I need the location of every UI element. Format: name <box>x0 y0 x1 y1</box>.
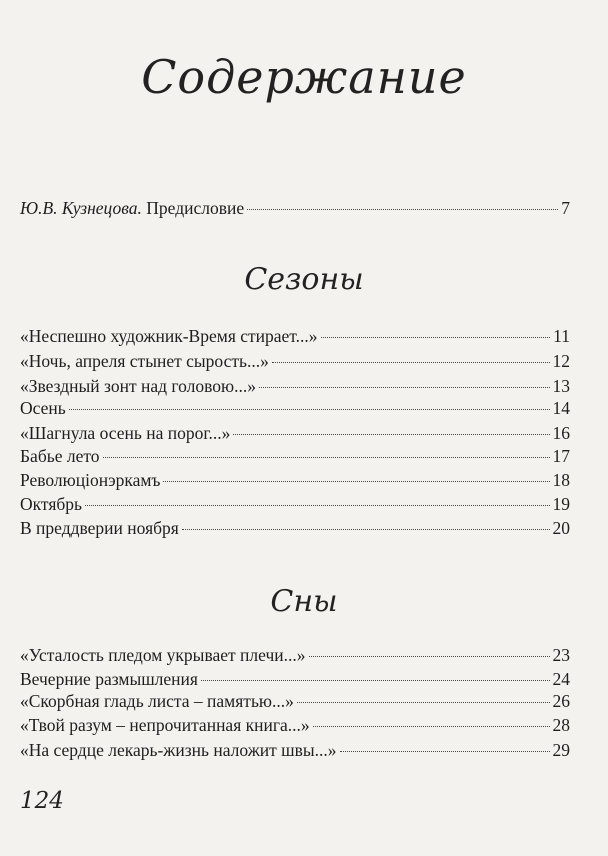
toc-entry[interactable] <box>20 468 570 492</box>
toc-entry-title <box>20 196 244 220</box>
toc-entry-page: 29 <box>552 740 570 760</box>
dot-leader <box>309 656 550 657</box>
toc-entry-page: 23 <box>552 645 570 665</box>
dot-leader <box>259 387 550 388</box>
toc-entry-page: 26 <box>552 691 570 711</box>
dot-leader <box>103 457 550 458</box>
page-number: 124 <box>20 788 64 814</box>
toc-entry[interactable] <box>20 374 570 398</box>
dot-leader <box>182 529 550 530</box>
toc-entry[interactable] <box>20 492 570 516</box>
toc-entry-page: 24 <box>552 669 570 689</box>
toc-entry-title: Вечерние размышления <box>20 669 198 689</box>
section-title-dreams: Сны <box>270 584 338 619</box>
toc-entry-page: 12 <box>552 351 570 371</box>
toc-entry[interactable] <box>20 324 570 348</box>
toc-entry-title: «Звездный зонт над головою...» <box>20 376 256 396</box>
toc-entry[interactable] <box>20 738 570 762</box>
toc-entry[interactable] <box>20 444 570 468</box>
toc-entry[interactable] <box>20 396 570 420</box>
toc-entry-title: Осень <box>20 398 66 418</box>
toc-entry-page: 20 <box>552 518 570 538</box>
dot-leader <box>313 726 550 727</box>
toc-entry-title: «Шагнула осень на порог...» <box>20 423 231 443</box>
section-title-seasons: Сезоны <box>244 262 364 297</box>
dot-leader <box>233 434 549 435</box>
dot-leader <box>163 481 549 482</box>
toc-entry-title: «Ночь, апреля стынет сырость...» <box>20 351 269 371</box>
toc-entry[interactable] <box>20 689 570 713</box>
dot-leader <box>297 702 550 703</box>
toc-entry-page: 19 <box>552 494 570 514</box>
dot-leader <box>247 209 558 210</box>
toc-entry-title: Октябрь <box>20 494 83 514</box>
dot-leader <box>69 409 550 410</box>
toc-entry-title: Бабье лето <box>20 446 100 466</box>
toc-entry[interactable] <box>20 643 570 667</box>
toc-entry-preface[interactable] <box>20 196 570 220</box>
dot-leader <box>85 505 549 506</box>
toc-entry-page: 14 <box>552 398 570 418</box>
page-title: Содержание <box>141 50 467 104</box>
toc-entry-title: В преддверии ноября <box>20 518 179 538</box>
toc-entry[interactable] <box>20 349 570 373</box>
toc-entry[interactable] <box>20 421 570 445</box>
preface-title: Предисловие <box>146 198 245 218</box>
toc-entry-page: 7 <box>561 198 570 218</box>
toc-entry-title: «Твой разум – непрочитанная книга...» <box>20 715 310 735</box>
toc-entry-page: 11 <box>553 326 570 346</box>
toc-entry-title: «На сердце лекарь-жизнь наложит швы...» <box>20 740 337 760</box>
preface-author: Ю.В. Кузнецова. <box>20 198 142 218</box>
toc-entry-title: «Скорбная гладь листа – памятью...» <box>20 691 294 711</box>
toc-entry-title: «Неспешно художник-Время стирает...» <box>20 326 318 346</box>
dot-leader <box>201 680 550 681</box>
dot-leader <box>340 751 550 752</box>
toc-entry-title: Революцiонэркамъ <box>20 470 161 490</box>
toc-entry-page: 28 <box>552 715 570 735</box>
toc-entry[interactable] <box>20 667 570 691</box>
toc-entry-page: 13 <box>552 376 570 396</box>
toc-entry-page: 16 <box>552 423 570 443</box>
toc-entry[interactable] <box>20 713 570 737</box>
toc-entry-page: 18 <box>552 470 570 490</box>
toc-entry-page: 17 <box>552 446 570 466</box>
dot-leader <box>321 337 551 338</box>
toc-entry[interactable] <box>20 516 570 540</box>
toc-entry-title: «Усталость пледом укрывает плечи...» <box>20 645 306 665</box>
dot-leader <box>272 362 550 363</box>
